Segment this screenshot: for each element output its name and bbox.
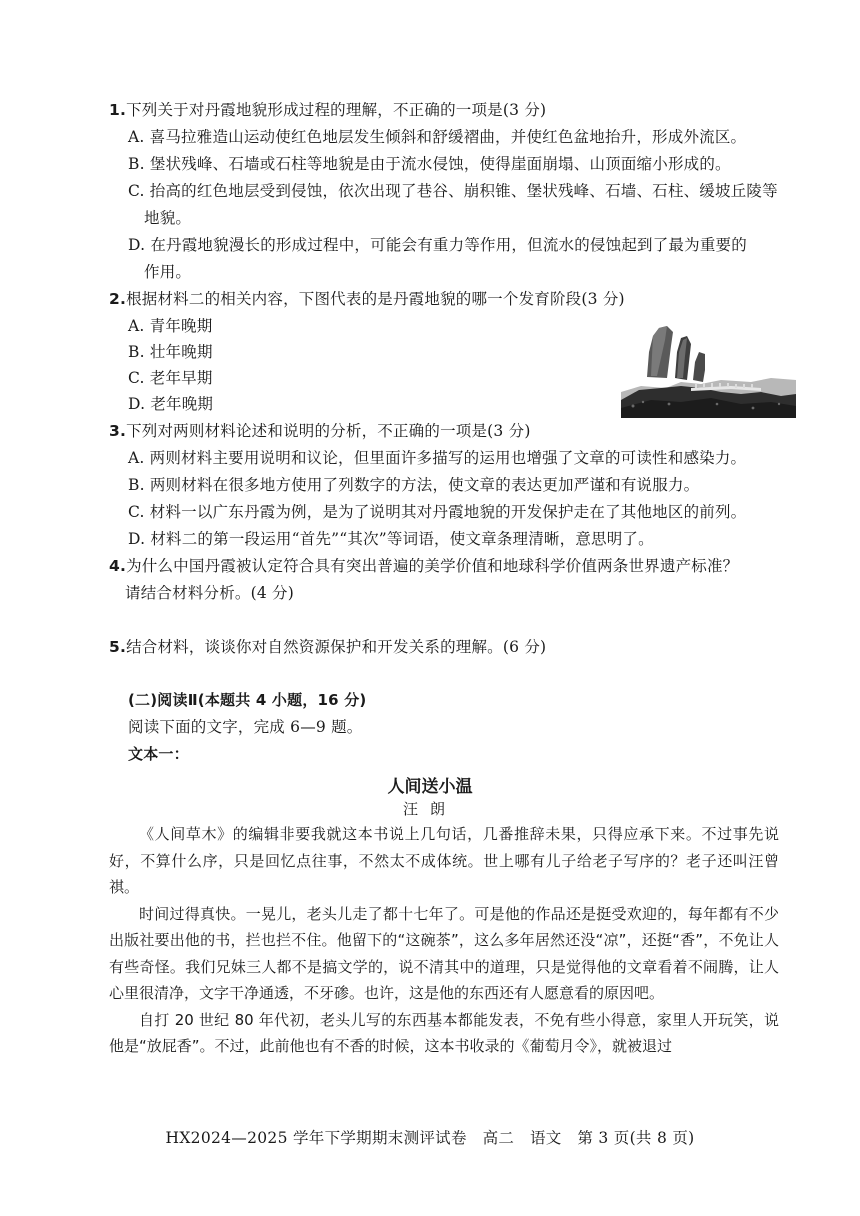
question-1-option-a: A. 喜马拉雅造山运动使红色地层发生倾斜和舒缓褶曲，并使红色盆地抬升，形成外流区。 xyxy=(128,128,747,146)
question-3-number: 3. xyxy=(109,422,127,440)
question-1-option-c: C. 抬高的红色地层受到侵蚀，依次出现了巷谷、崩积锥、堡状残峰、石墙、石柱、缓坡丘陵等 xyxy=(128,182,778,200)
question-3-text: 下列对两则材料论述和说明的分析，不正确的一项是(3 分) xyxy=(126,422,531,440)
question-3-option-c: C. 材料一以广东丹霞为例，是为了说明其对丹霞地貌的开发保护走在了其他地区的前列。 xyxy=(128,503,747,521)
question-4-text: 为什么中国丹霞被认定符合具有突出普遍的美学价值和地球科学价值两条世界遗产标准？ xyxy=(126,557,739,575)
article-author: 汪朗 xyxy=(402,800,457,818)
question-4-stem xyxy=(109,556,738,576)
question-5-stem xyxy=(109,637,546,657)
question-1-number: 1. xyxy=(109,101,127,119)
question-2-stem xyxy=(109,289,625,309)
question-1-stem xyxy=(109,100,546,120)
article-paragraph: 时间过得真快。一晃儿，老头儿走了都十七年了。可是他的作品还是挺受欢迎的，每年都有不少出版社要出他的书，拦也拦不住。他留下的“这碗茶”，这么多年居然还没“凉”，还挺“香”，不免让人有些奇怪。我们兄妹三人都不是搞文学的，说不清其中的道理，只是觉得他的文章看着不闹腾，让人心里很清净，文字干净通透，不牙碜。也许，这是他的东西还有人愿意看的原因吧。 xyxy=(109,904,779,1002)
question-1-option-d-cont: 作用。 xyxy=(144,263,192,281)
article-paragraph: 《人间草木》的编辑非要我就这本书说上几句话，几番推辞未果，只得应承下来。不过事先说好，不算什么序，只是回忆点往事，不然太不成体统。世上哪有儿子给老子写序的？老子还叫汪曾祺。 xyxy=(109,825,779,896)
article-body xyxy=(109,821,779,1060)
danxia-landform-image xyxy=(621,322,796,418)
text-label: 文本一： xyxy=(128,745,189,763)
question-2-option-a: A. 青年晚期 xyxy=(128,317,213,335)
question-3-option-d: D. 材料二的第一段运用“首先”“其次”等词语，使文章条理清晰，意思明了。 xyxy=(128,530,654,548)
question-1-option-d: D. 在丹霞地貌漫长的形成过程中，可能会有重力等作用，但流水的侵蚀起到了最为重要的 xyxy=(128,236,747,254)
question-1-option-c-cont: 地貌。 xyxy=(144,209,192,227)
question-2-text: 根据材料二的相关内容，下图代表的是丹霞地貌的哪一个发育阶段(3 分) xyxy=(126,290,625,308)
article-title: 人间送小温 xyxy=(387,777,473,797)
article-paragraph: 自打 20 世纪 80 年代初，老头儿写的东西基本都能发表，不免有些小得意，家里人开玩笑，说他是“放屁香”。不过，此前他也有不香的时候，这本书收录的《葡萄月令》，就被退过 xyxy=(109,1010,779,1055)
question-3-option-a: A. 两则材料主要用说明和议论，但里面许多描写的运用也增强了文章的可读性和感染力。 xyxy=(128,449,747,467)
question-1-option-b: B. 堡状残峰、石墙或石柱等地貌是由于流水侵蚀，使得崖面崩塌、山顶面缩小形成的。 xyxy=(128,155,731,173)
question-4-text-cont: 请结合材料分析。(4 分) xyxy=(125,584,294,602)
question-3-stem xyxy=(109,421,531,441)
question-4-number: 4. xyxy=(109,557,127,575)
question-5-number: 5. xyxy=(109,638,127,656)
danxia-landform-svg xyxy=(621,322,796,418)
question-1-text: 下列关于对丹霞地貌形成过程的理解，不正确的一项是(3 分) xyxy=(126,101,547,119)
question-2-number: 2. xyxy=(109,290,127,308)
section-instruction: 阅读下面的文字，完成 6—9 题。 xyxy=(128,718,363,736)
question-2-option-d: D. 老年晚期 xyxy=(128,395,214,413)
section-heading: (二)阅读Ⅱ(本题共 4 小题，16 分) xyxy=(128,691,367,709)
page-footer: HX2024—2025 学年下学期期末测评试卷 高二 语文 第 3 页(共 8 页) xyxy=(165,1129,695,1147)
question-2-option-b: B. 壮年晚期 xyxy=(128,343,213,361)
question-2-option-c: C. 老年早期 xyxy=(128,369,213,387)
question-5-text: 结合材料，谈谈你对自然资源保护和开发关系的理解。(6 分) xyxy=(126,638,547,656)
question-3-option-b: B. 两则材料在很多地方使用了列数字的方法，使文章的表达更加严谨和有说服力。 xyxy=(128,476,700,494)
